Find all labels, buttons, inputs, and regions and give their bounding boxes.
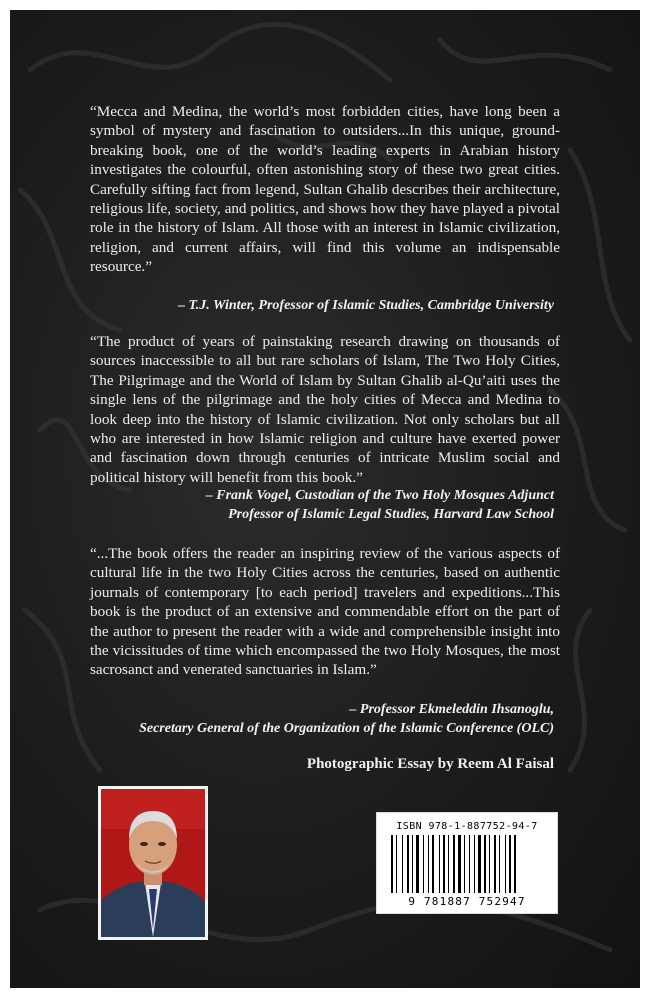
barcode-bar [489,835,490,893]
attribution-vogel [206,486,554,524]
barcode-bar [453,835,455,893]
barcode-bar [458,835,461,893]
barcode-digits: 9 781887 752947 [408,895,526,908]
barcode-bar [416,835,419,893]
barcode-bar [505,835,506,893]
barcode-bar [439,835,440,893]
barcode-bar [509,835,511,893]
barcode-bar [443,835,445,893]
author-photo [98,786,208,940]
barcode-bar [396,835,397,893]
back-cover [10,10,640,988]
barcode-bar [412,835,413,893]
attribution-line: – T.J. Winter, Professor of Islamic Studies, Cambridge University [178,298,554,313]
barcode-bar [432,835,434,893]
quote-vogel: “The product of years of painstaking research drawing on thousands of sources inaccessible to all but rare scholars of Islam, The Two Holy Cities, The Pilgrimage and the World of Islam by Sultan Ghalib al-Qu’aiti uses the single lens of the pilgrimage and the holy cities of Mecca and Medina to look deep into the history of Islamic civilization. Not only scholars but all who are interested in how Islamic religion and culture have exerted power and fascination down through centuries of intricate Muslim social and political history will benefit from this book.” [90,333,560,486]
barcode-bar [423,835,424,893]
isbn-barcode [376,812,558,914]
attribution-line: – Professor Ekmeleddin Ihsanoglu, [349,702,554,717]
barcode-bar [391,835,393,893]
attribution-ihsanoglu [139,700,554,738]
barcode-bar [402,835,403,893]
barcode-bar [448,835,449,893]
barcode-bar [428,835,429,893]
attribution-line: – Frank Vogel, Custodian of the Two Holy Mosques Adjunct [205,488,554,503]
barcode-bar [474,835,475,893]
attribution-line: Professor of Islamic Legal Studies, Harvard Law School [228,507,554,522]
barcode-bar [469,835,470,893]
barcode-bar [494,835,496,893]
barcode-bar [514,835,516,893]
attribution-line: Secretary General of the Organization of the Islamic Conference (OLC) [139,721,554,736]
barcode-bar [407,835,409,893]
barcode-bar [478,835,481,893]
barcode-bar [499,835,500,893]
isbn-label: ISBN 978-1-887752-94-7 [396,821,538,832]
barcode-bar [464,835,465,893]
attribution-winter [178,296,554,315]
barcode-bar [484,835,486,893]
barcode-bars [391,835,543,893]
photo-credit: Photographic Essay by Reem Al Faisal [306,756,554,772]
quote-winter: “Mecca and Medina, the world’s most forbidden cities, have long been a symbol of mystery and fascination to outsiders...In this unique, ground-breaking book, one of the world’s leading experts in Arabian history investigates the colourful, often astonishing story of these two great cities. Carefully sifting fact from legend, Sultan Ghalib describes their architecture, religious life, society, and politics, and shows how they have played a pivotal role in the history of Islam. All those with an interest in Islamic civilization, religion, and current affairs, will find this volume an indispensable resource.” [90,103,560,276]
quote-ihsanoglu: “...The book offers the reader an inspiring review of the various aspects of cultural life in the two Holy Cities across the centuries, based on authentic journals of contemporary [to each period] travelers and expeditions...This book is the product of an extensive and commendable effort on the part of the author to present the reader with a wide and comprehensible insight into the vicissitudes of time which encompassed the two Holy Mosques, the most sacrosanct and venerated sanctuaries in Islam.” [90,545,560,679]
